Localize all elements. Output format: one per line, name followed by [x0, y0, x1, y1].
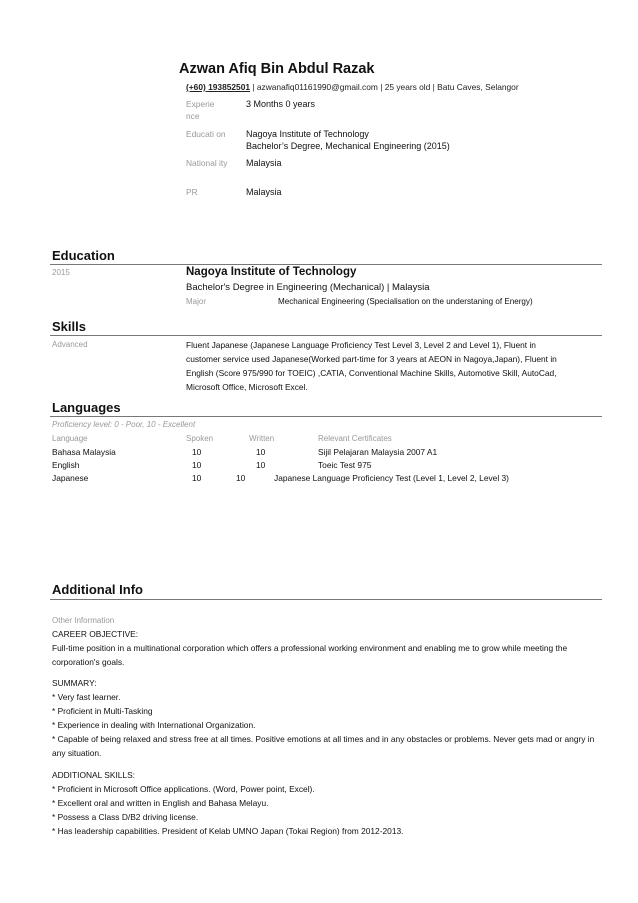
- summary-label-education: Educati on: [186, 129, 226, 139]
- language-row-written: 10: [236, 473, 246, 483]
- summary-item: * Proficient in Multi-Tasking: [52, 706, 153, 716]
- languages-header-language: Language: [52, 434, 88, 443]
- languages-header-spoken: Spoken: [186, 434, 214, 443]
- career-objective-text: Full-time position in a multinational corporation which offers a professional working environment and enabling me to grow while meeting the corporation's goals.: [52, 643, 568, 668]
- additional-skill-item: * Has leadership capabilities. President of Kelab UMNO Japan (Tokai Region) from 2012-2013.: [52, 826, 404, 836]
- career-objective-title: CAREER OBJECTIVE:: [52, 629, 139, 639]
- summary-item: * Experience in dealing with International Organization.: [52, 720, 256, 730]
- language-row-cert: Japanese Language Proficiency Test (Level 1, Level 2, Level 3): [274, 473, 509, 483]
- phone-link[interactable]: (+60) 193852501: [186, 82, 251, 92]
- education-major-label: Major: [186, 297, 207, 306]
- summary-value-nationality: Malaysia: [246, 158, 282, 168]
- contact-details: | azwanafiq01161990@gmail.com | 25 years old | Batu Caves, Selangor: [250, 82, 519, 92]
- summary-item: * Capable of being relaxed and stress free at all times. Positive emotions at all times and in any obstacles or problems. Never gets mad or angry in any situation.: [52, 734, 595, 759]
- summary-value-education-degree: Bachelor’s Degree, Mechanical Engineering (2015): [246, 141, 450, 151]
- additional-skill-item: * Excellent oral and written in English and Bahasa Melayu.: [52, 798, 269, 808]
- education-heading: Education: [52, 248, 115, 263]
- language-row-written: 10: [256, 447, 266, 457]
- language-row-written: 10: [256, 460, 266, 470]
- summary-value-experience: 3 Months 0 years: [246, 99, 316, 109]
- language-row-cert: Toeic Test 975: [318, 460, 372, 470]
- language-row-spoken: 10: [192, 447, 202, 457]
- summary-title: SUMMARY:: [52, 678, 97, 688]
- language-row-name: Japanese: [52, 473, 89, 483]
- education-major-value: Mechanical Engineering (Specialisation on the understaning of Energy): [278, 297, 533, 306]
- language-row-name: English: [52, 460, 80, 470]
- education-degree: Bachelor's Degree in Engineering (Mechanical) | Malaysia: [186, 282, 430, 293]
- skills-line: customer service used Japanese(Worked part-time for 3 years at AEON in Nagoya,Japan), Fluent in: [186, 354, 557, 364]
- language-row-name: Bahasa Malaysia: [52, 447, 116, 457]
- candidate-name: Azwan Afiq Bin Abdul Razak: [179, 61, 375, 77]
- skills-line: Microsoft Office, Microsoft Excel.: [186, 382, 308, 392]
- skills-divider: [50, 335, 602, 336]
- contact-line: [186, 82, 519, 92]
- additional-skill-item: * Proficient in Microsoft Office applications. (Word, Power point, Excel).: [52, 784, 315, 794]
- additional-skills-title: ADDITIONAL SKILLS:: [52, 770, 136, 780]
- languages-header-written: Written: [249, 434, 275, 443]
- skills-heading: Skills: [52, 319, 86, 334]
- skills-line: Fluent Japanese (Japanese Language Proficiency Test Level 3, Level 2 and Level 1), Fluent in: [186, 340, 536, 350]
- additional-heading: Additional Info: [52, 582, 143, 597]
- languages-divider: [50, 416, 602, 417]
- additional-skill-item: * Possess a Class D/B2 driving license.: [52, 812, 199, 822]
- language-row-spoken: 10: [192, 460, 202, 470]
- summary-value-pr: Malaysia: [246, 187, 282, 197]
- language-row-spoken: 10: [192, 473, 202, 483]
- languages-header-certificates: Relevant Certificates: [318, 434, 392, 443]
- summary-label-nationality: National ity: [186, 158, 228, 168]
- education-divider: [50, 264, 602, 265]
- language-row-cert: Sijil Pelajaran Malaysia 2007 A1: [318, 447, 438, 457]
- additional-divider: [50, 599, 602, 600]
- summary-label-pr: PR: [186, 187, 198, 197]
- languages-heading: Languages: [52, 400, 121, 415]
- summary-label-experience: Experie nce: [186, 99, 215, 121]
- summary-item: * Very fast learner.: [52, 692, 121, 702]
- education-year: 2015: [52, 268, 70, 277]
- education-institution: Nagoya Institute of Technology: [186, 266, 357, 278]
- other-info-label: Other Information: [52, 616, 115, 625]
- proficiency-note: Proficiency level: 0 - Poor, 10 - Excellent: [52, 420, 196, 429]
- skills-line: English (Score 975/990 for TOEIC) ,CATIA, Conventional Machine Skills, Automotive Skill, AutoCad,: [186, 368, 557, 378]
- skills-level: Advanced: [52, 340, 88, 349]
- summary-value-education: Nagoya Institute of Technology: [246, 129, 369, 139]
